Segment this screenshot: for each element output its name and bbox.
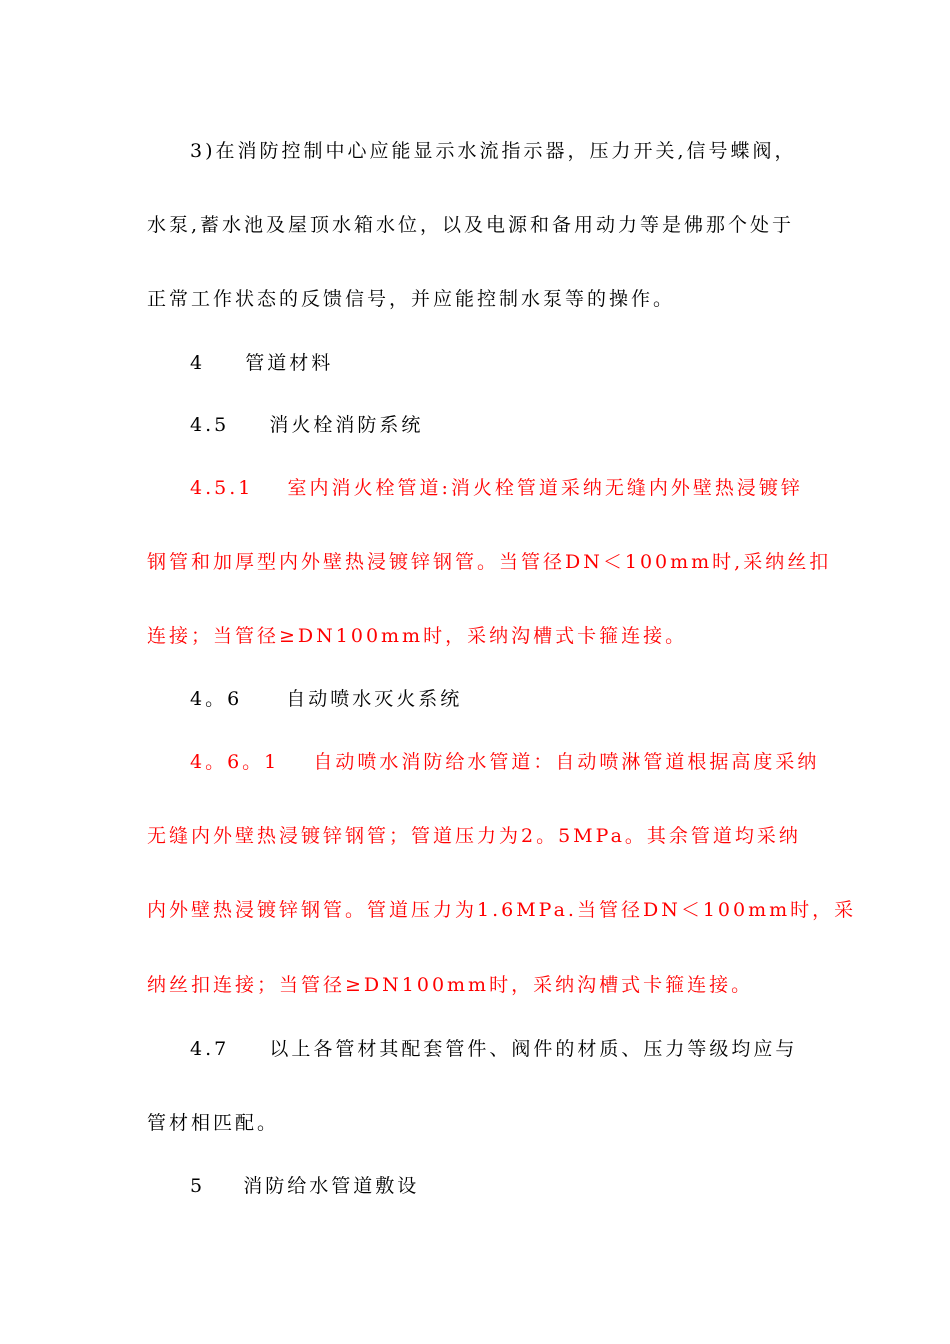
- line-text: 水泵,蓄水池及屋顶水箱水位，以及电源和备用动力等是佛那个处于: [147, 214, 795, 236]
- section-number: 4。6: [190, 688, 243, 710]
- paragraph-line: [190, 139, 850, 163]
- line-text: 室内消火栓管道:消火栓管道采纳无缝内外壁热浸镀锌: [287, 477, 803, 499]
- line-text: 以上各管材其配套管件、阀件的材质、压力等级均应与: [269, 1038, 798, 1060]
- section-heading: [190, 351, 850, 375]
- section-number: 4.5: [190, 414, 230, 436]
- line-text: 3)在消防控制中心应能显示水流指示器，压力开关,信号蝶阀，: [190, 140, 797, 162]
- paragraph-line: [147, 898, 857, 922]
- line-text: 自动喷水消防给水管道：自动喷淋管道根据高度采纳: [313, 751, 820, 773]
- line-text: 钢管和加厚型内外壁热浸镀锌钢管。当管径DN＜100mm时,采纳丝扣: [147, 551, 832, 573]
- line-text: 无缝内外壁热浸镀锌钢管；管道压力为2。5MPa。其余管道均采纳: [147, 825, 801, 847]
- paragraph-line: [147, 1111, 807, 1135]
- line-text: 纳丝扣连接；当管径≥DN100mm时，采纳沟槽式卡箍连接。: [147, 974, 754, 996]
- paragraph-line: [147, 624, 807, 648]
- section-title: 消防给水管道敷设: [243, 1175, 420, 1197]
- section-heading: [190, 1174, 850, 1198]
- section-number: 5: [190, 1175, 206, 1197]
- line-text: 内外壁热浸镀锌钢管。管道压力为1.6MPa.当管径DN＜100mm时，采: [147, 899, 857, 921]
- paragraph-line: [190, 1037, 850, 1061]
- section-title: 自动喷水灭火系统: [286, 688, 463, 710]
- paragraph-line: [147, 550, 832, 574]
- paragraph-line: [147, 824, 807, 848]
- section-heading: [190, 413, 850, 437]
- section-number: 4: [190, 352, 206, 374]
- paragraph-line: [190, 476, 850, 500]
- paragraph-line: [147, 287, 807, 311]
- line-text: 连接；当管径≥DN100mm时，采纳沟槽式卡箍连接。: [147, 625, 688, 647]
- section-title: 管道材料: [245, 352, 334, 374]
- section-title: 消火栓消防系统: [269, 414, 424, 436]
- line-text: 管材相匹配。: [147, 1112, 280, 1134]
- section-number: 4.7: [190, 1038, 230, 1060]
- section-number: 4.5.1: [190, 477, 254, 499]
- section-number: 4。6。1: [190, 751, 280, 773]
- section-heading: [190, 687, 850, 711]
- line-text: 正常工作状态的反馈信号，并应能控制水泵等的操作。: [147, 288, 676, 310]
- paragraph-line: [147, 973, 807, 997]
- paragraph-line: [147, 213, 807, 237]
- paragraph-line: [190, 750, 850, 774]
